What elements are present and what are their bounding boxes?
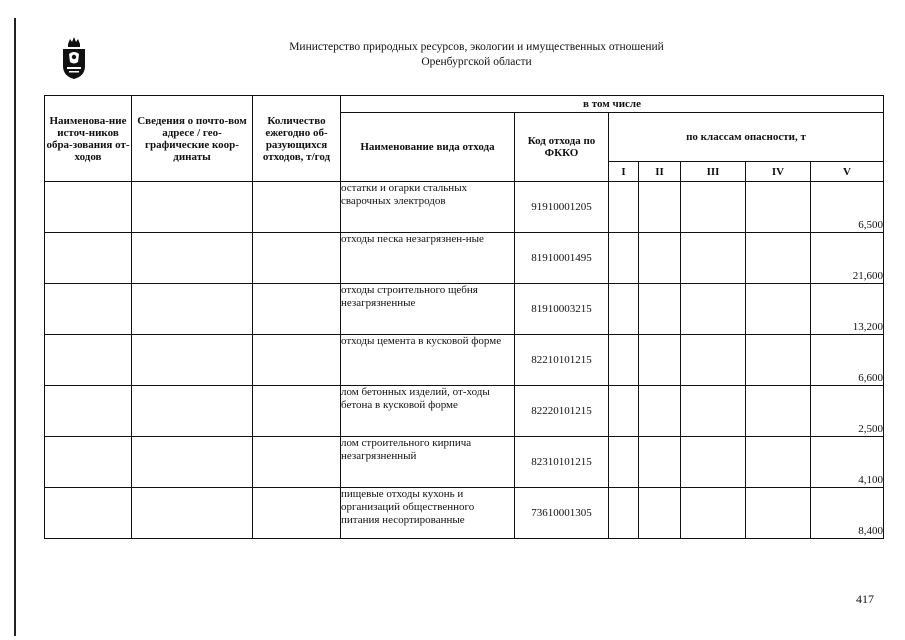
header-waste-name: Наименование вида отхода (341, 113, 515, 182)
fkko-code-cell: 91910001205 (515, 182, 609, 233)
class-3-cell (681, 182, 746, 233)
quantity-cell (253, 335, 341, 386)
waste-name-cell: лом бетонных изделий, от-ходы бетона в кусковой форме (341, 386, 515, 437)
header-class-3: III (681, 162, 746, 182)
table-row (45, 233, 884, 284)
class-4-cell (746, 437, 811, 488)
class-2-cell (639, 488, 681, 539)
waste-name-cell: пищевые отходы кухонь и организаций общественного питания несортированные (341, 488, 515, 539)
address-cell (132, 386, 253, 437)
class-5-cell: 8,400 (811, 488, 884, 539)
class-2-cell (639, 233, 681, 284)
fkko-code-cell: 82220101215 (515, 386, 609, 437)
class-2-cell (639, 182, 681, 233)
class-5-cell: 2,500 (811, 386, 884, 437)
class-1-cell (609, 182, 639, 233)
class-5-cell: 4,100 (811, 437, 884, 488)
header-including: в том числе (341, 96, 884, 113)
header-class-4: IV (746, 162, 811, 182)
class-2-cell (639, 335, 681, 386)
class-3-cell (681, 437, 746, 488)
header-class-1: I (609, 162, 639, 182)
class-3-cell (681, 488, 746, 539)
class-5-cell: 6,600 (811, 335, 884, 386)
table-row (45, 335, 884, 386)
header-source: Наименова-ние источ-ников обра-зования от-ходов (45, 96, 132, 182)
oblast-coat-of-arms-icon (59, 36, 89, 80)
quantity-cell (253, 284, 341, 335)
fkko-code-cell: 82310101215 (515, 437, 609, 488)
class-2-cell (639, 284, 681, 335)
class-4-cell (746, 233, 811, 284)
class-5-cell: 6,500 (811, 182, 884, 233)
waste-table (44, 95, 884, 539)
class-3-cell (681, 386, 746, 437)
address-cell (132, 182, 253, 233)
fkko-code-cell: 82210101215 (515, 335, 609, 386)
class-1-cell (609, 437, 639, 488)
class-4-cell (746, 182, 811, 233)
class-1-cell (609, 233, 639, 284)
source-cell (45, 437, 132, 488)
quantity-cell (253, 233, 341, 284)
table-row (45, 488, 884, 539)
class-4-cell (746, 488, 811, 539)
header-fkko-code: Код отхода по ФККО (515, 113, 609, 182)
class-3-cell (681, 233, 746, 284)
fkko-code-cell: 73610001305 (515, 488, 609, 539)
address-cell (132, 437, 253, 488)
source-cell (45, 488, 132, 539)
quantity-cell (253, 386, 341, 437)
waste-name-cell: остатки и огарки стальных сварочных электродов (341, 182, 515, 233)
quantity-cell (253, 488, 341, 539)
header-quantity: Количество ежегодно об-разующихся отходов, т/год (253, 96, 341, 182)
fkko-code-cell: 81910001495 (515, 233, 609, 284)
class-1-cell (609, 335, 639, 386)
address-cell (132, 284, 253, 335)
document-header (160, 40, 793, 70)
class-4-cell (746, 335, 811, 386)
region-name: Оренбургской области (421, 56, 532, 68)
class-1-cell (609, 386, 639, 437)
class-3-cell (681, 284, 746, 335)
address-cell (132, 488, 253, 539)
quantity-cell (253, 437, 341, 488)
binding-margin-line (14, 18, 16, 636)
class-5-cell: 21,600 (811, 233, 884, 284)
table-row (45, 437, 884, 488)
class-2-cell (639, 386, 681, 437)
source-cell (45, 284, 132, 335)
address-cell (132, 233, 253, 284)
class-2-cell (639, 437, 681, 488)
source-cell (45, 233, 132, 284)
waste-name-cell: отходы песка незагрязнен-ные (341, 233, 515, 284)
class-5-cell: 13,200 (811, 284, 884, 335)
waste-name-cell: лом строительного кирпича незагрязненный (341, 437, 515, 488)
waste-name-cell: отходы цемента в кусковой форме (341, 335, 515, 386)
address-cell (132, 335, 253, 386)
ministry-name: Министерство природных ресурсов, экологии и имущественных отношений (289, 41, 664, 53)
fkko-code-cell: 81910003215 (515, 284, 609, 335)
source-cell (45, 386, 132, 437)
table-row (45, 386, 884, 437)
header-class-2: II (639, 162, 681, 182)
table-row (45, 182, 884, 233)
page-number: 417 (856, 592, 874, 606)
waste-name-cell: отходы строительного щебня незагрязненные (341, 284, 515, 335)
class-4-cell (746, 284, 811, 335)
header-address: Сведения о почто-вом адресе / гео-графические коор-динаты (132, 96, 253, 182)
header-hazard-classes: по классам опасности, т (609, 113, 884, 162)
class-4-cell (746, 386, 811, 437)
source-cell (45, 182, 132, 233)
class-3-cell (681, 335, 746, 386)
class-1-cell (609, 488, 639, 539)
header-class-5: V (811, 162, 884, 182)
table-row (45, 284, 884, 335)
source-cell (45, 335, 132, 386)
quantity-cell (253, 182, 341, 233)
class-1-cell (609, 284, 639, 335)
